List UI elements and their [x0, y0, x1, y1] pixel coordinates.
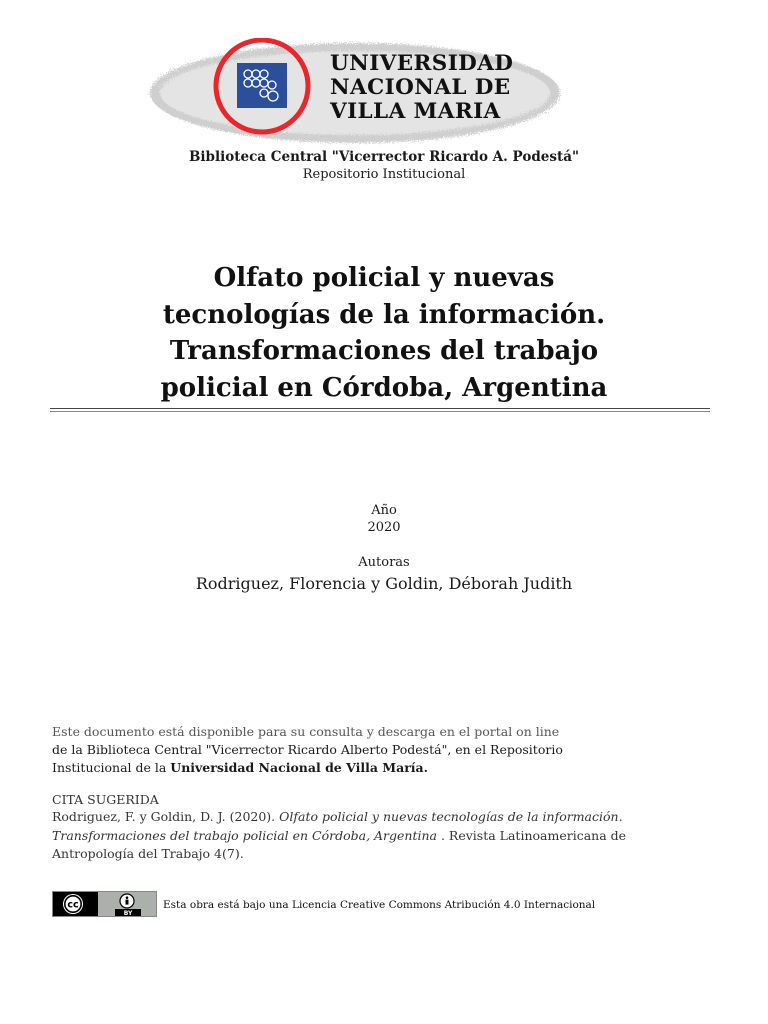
title-divider-secondary	[50, 411, 710, 412]
title-line-4: policial en Córdoba, Argentina	[160, 372, 608, 403]
year-label: Año	[371, 503, 397, 518]
availability-line-2: de la Biblioteca Central "Vicerrector Ricardo Alberto Podestá", en el Repositorio	[52, 742, 563, 757]
availability-line-3-prefix: Institucional de la	[52, 760, 171, 775]
repository-name: Repositorio Institucional	[302, 167, 466, 182]
citation-journal-part2: Antropología del Trabajo 4(7).	[52, 846, 244, 861]
university-name-line1: UNIVERSIDAD	[330, 51, 514, 76]
university-name-line3: VILLA MARIA	[330, 99, 501, 124]
university-name-line2: NACIONAL DE	[330, 75, 511, 100]
year-value: 2020	[367, 520, 401, 535]
cc-by-badge[interactable]	[52, 891, 157, 917]
citation-label: CITA SUGERIDA	[52, 792, 159, 807]
citation-title-line1: Olfato policial y nuevas tecnologías de la información.	[279, 809, 623, 824]
title-divider	[50, 408, 710, 409]
cc-logo-text: cc	[67, 899, 79, 911]
by-label: BY	[123, 910, 133, 916]
document-title	[60, 260, 708, 406]
title-line-1: Olfato policial y nuevas	[213, 263, 555, 293]
citation-authors: Rodriguez, F. y Goldin, D. J. (2020).	[52, 809, 280, 824]
university-name	[330, 52, 570, 124]
title-line-3: Transformaciones del trabajo	[169, 336, 599, 366]
library-name: Biblioteca Central "Vicerrector Ricardo A. Podestá"	[189, 149, 579, 165]
availability-notice	[52, 723, 742, 777]
citation-title-line2: Transformaciones del trabajo policial en Córdoba, Argentina	[52, 827, 438, 843]
authors-label: Autoras	[358, 555, 410, 570]
license-text: Esta obra está bajo una Licencia Creative Commons Atribución 4.0 Internacional	[163, 899, 596, 911]
citation-journal-part1: . Revista Latinoamericana de	[437, 827, 627, 843]
university-name-bold: Universidad Nacional de Villa María.	[170, 760, 429, 775]
authors-value: Rodriguez, Florencia y Goldin, Déborah Judith	[195, 574, 573, 593]
availability-line-1: Este documento está disponible para su consulta y descarga en el portal on line	[52, 724, 560, 739]
availability-line-3	[52, 759, 742, 777]
title-line-2: tecnologías de la información.	[162, 299, 606, 330]
citation-text	[52, 808, 742, 864]
cc-badge-graphic	[53, 892, 156, 916]
